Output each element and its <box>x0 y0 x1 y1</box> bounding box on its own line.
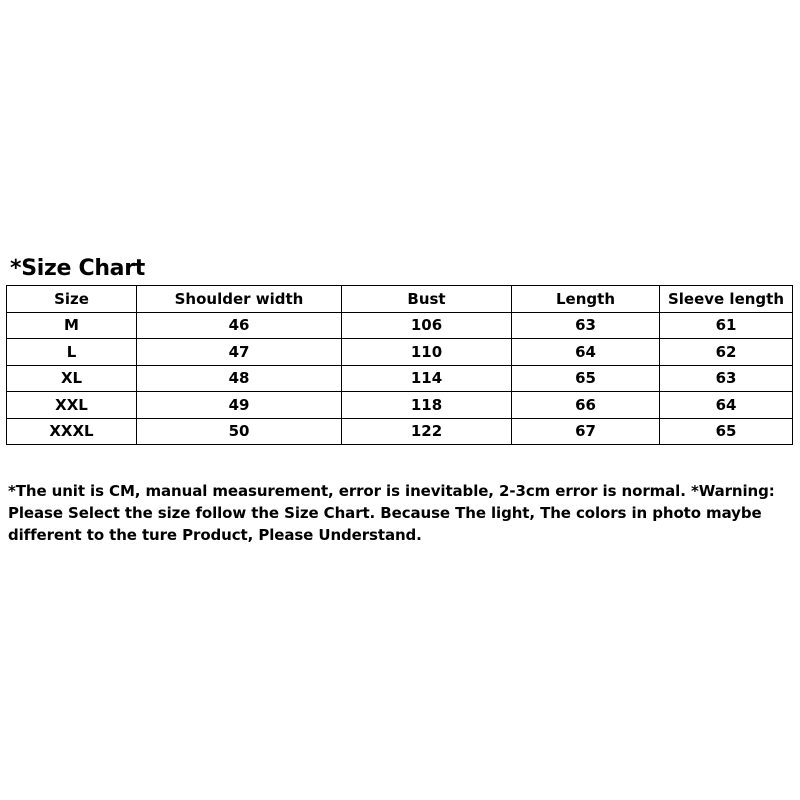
cell-sleeve-length: 62 <box>660 339 793 366</box>
table-row <box>7 392 793 419</box>
cell-size: L <box>7 339 137 366</box>
cell-length: 66 <box>512 392 660 419</box>
header-bust: Bust <box>342 286 512 313</box>
cell-size: XXXL <box>7 418 137 445</box>
note-line: Please Select the size follow the Size Chart. Because The light, The colors in photo maybe <box>8 504 762 522</box>
table-row <box>7 312 793 339</box>
cell-length: 63 <box>512 312 660 339</box>
cell-sleeve-length: 63 <box>660 365 793 392</box>
cell-shoulder-width: 46 <box>137 312 342 339</box>
header-length: Length <box>512 286 660 313</box>
table-row <box>7 365 793 392</box>
cell-size: M <box>7 312 137 339</box>
cell-shoulder-width: 48 <box>137 365 342 392</box>
cell-bust: 106 <box>342 312 512 339</box>
cell-shoulder-width: 49 <box>137 392 342 419</box>
cell-length: 65 <box>512 365 660 392</box>
cell-bust: 122 <box>342 418 512 445</box>
cell-sleeve-length: 61 <box>660 312 793 339</box>
header-sleeve-length: Sleeve length <box>660 286 793 313</box>
cell-sleeve-length: 64 <box>660 392 793 419</box>
note-line: *The unit is CM, manual measurement, error is inevitable, 2-3cm error is normal. *Warning: <box>8 482 775 500</box>
cell-size: XXL <box>7 392 137 419</box>
cell-sleeve-length: 65 <box>660 418 793 445</box>
table-row <box>7 418 793 445</box>
table-row <box>7 339 793 366</box>
header-shoulder-width: Shoulder width <box>137 286 342 313</box>
cell-shoulder-width: 47 <box>137 339 342 366</box>
cell-bust: 110 <box>342 339 512 366</box>
cell-bust: 118 <box>342 392 512 419</box>
size-note <box>8 480 788 546</box>
size-chart-table <box>6 285 793 445</box>
cell-shoulder-width: 50 <box>137 418 342 445</box>
note-line: different to the ture Product, Please Understand. <box>8 526 422 544</box>
cell-length: 67 <box>512 418 660 445</box>
cell-size: XL <box>7 365 137 392</box>
size-chart-title: *Size Chart <box>10 256 145 281</box>
header-size: Size <box>7 286 137 313</box>
cell-bust: 114 <box>342 365 512 392</box>
cell-length: 64 <box>512 339 660 366</box>
table-header-row <box>7 286 793 313</box>
